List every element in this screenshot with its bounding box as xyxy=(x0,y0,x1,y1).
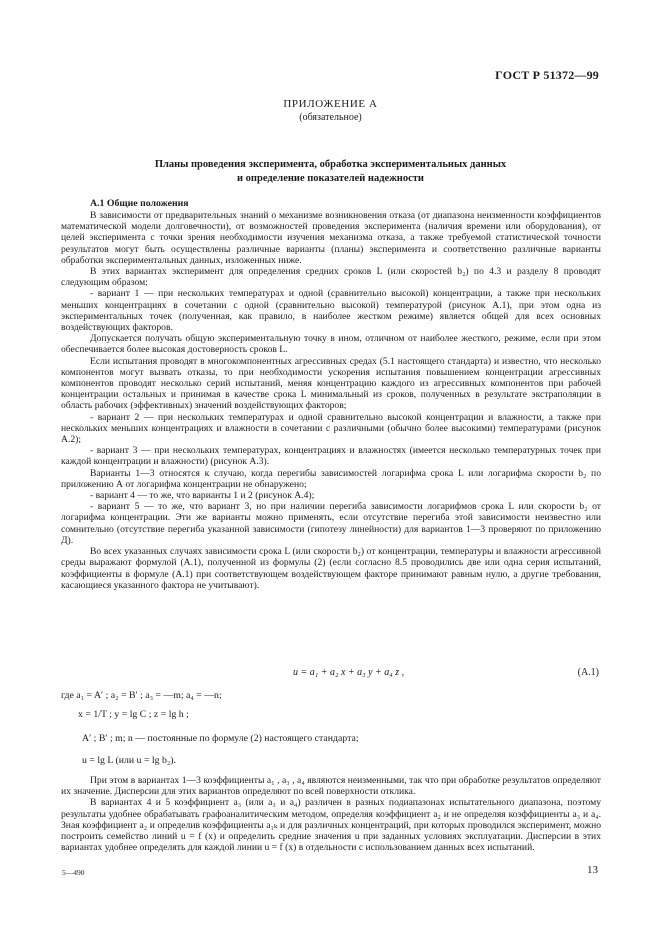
definition-u: u = lg L (или u = lg b₂). xyxy=(82,755,176,766)
definition-variables: x = 1/T ; y = lg C ; z = lg h ; xyxy=(78,709,189,720)
paragraph: В зависимости от предварительных знаний о механизме возникновения отказа (от диапазона неизменности коэффициентов математической модели долговечности), от возможностей проведения эксперимента (наличия времени или оборудования), от целей эксперимента с точки зрения необходимости изучения механизма отказа, а также требуемой статистической точности результатов могут быть осуществлены различные варианты (планы) эксперимента и соответственно различные варианты обработки экспериментальных данных, изложенных ниже. xyxy=(61,210,601,266)
main-title-line-1: Планы проведения эксперимента, обработка экспериментальных данных xyxy=(154,159,507,170)
formula-number: (А.1) xyxy=(577,667,599,678)
paragraph: В этих вариантах эксперимент для определения средних сроков L (или скоростей b₂) по 4.3 и разделу 8 проводят следующим образом: xyxy=(61,266,601,289)
appendix-title: ПРИЛОЖЕНИЕ А xyxy=(283,98,378,110)
main-title xyxy=(0,158,661,186)
page-number: 13 xyxy=(587,864,598,876)
paragraph: - вариант 1 — при нескольких температурах и одной (сравнительно высокой) концентрации, а также при нескольких меньших концентрациях в сочетании с одной (сравнительно высокой) температурой (рисунок А.1), при этом одна из экспериментальных точек (полученная, как правило, в наиболее жестком режиме) является общей для всех основных воздействующих факторов. xyxy=(61,288,601,334)
paragraph: Если испытания проводят в многокомпонентных агрессивных средах (5.1 настоящего стандарта) и известно, что несколько компонентов могут вызвать отказы, то при необходимости ускорения испытания повышением концентрации агрессивных компонентов проводят несколько серий испытаний, меняя концентрацию каждого из агрессивных компонентов при рабочей концентрации остальных и принимая в качестве срока L минимальный из сроков, полученных в результате экстраполяции в область рабочих (эффективных) значений воздействующих факторов; xyxy=(61,355,601,412)
body-text-after-formula xyxy=(61,775,601,853)
paragraph: Допускается получать общую экспериментальную точку в ином, отличном от наиболее жесткого, режиме, если при этом обеспечивается более высокая достоверность сроков L. xyxy=(61,333,601,356)
section-heading: А.1 Общие положения xyxy=(90,198,189,209)
standard-header: ГОСТ Р 51372—99 xyxy=(495,68,599,82)
body-text-before-formula xyxy=(61,210,601,591)
appendix-status: (обязательное) xyxy=(299,112,362,123)
main-title-line-2: и определение показателей надежности xyxy=(237,173,424,184)
paragraph: Во всех указанных случаях зависимости срока L (или скорости b₂) от концентрации, температуры и влажности агрессивной среды выражают формулой (А.1), полученной из формулы (2) (если согласно 8.5 проводились две или одна серия испытаний, коэффициенты в формуле (А.1) при соответствующем воздействующем факторе принимают равным нулю, а другие требования, касающиеся указанного фактора не учитывают). xyxy=(61,546,601,591)
paragraph: - вариант 2 — при нескольких температурах и одной сравнительно высокой концентрации и влажности, а также при нескольких меньших концентрациях и влажности в сочетании с различными (обычно более высокими) температурами (рисунок А.2); xyxy=(61,411,601,446)
paragraph: - вариант 4 — то же, что варианты 1 и 2 (рисунок А.4); xyxy=(90,490,315,502)
footer-print-code: 5—490 xyxy=(62,868,85,877)
paragraph: При этом в вариантах 1—3 коэффициенты a₁ , a₃ , a₄ являются неизменными, так что при обработке результатов определяют их значение. Дисперсии для этих вариантов определяют по всей поверхности отклика. xyxy=(61,775,601,798)
paragraph: - вариант 5 — то же, что вариант 3, но при наличии перегиба зависимости логарифмов срока L или скорости b₂ от логарифма концентрации. Эти же варианты можно применять, если отсутствие перегиба этой зависимости неизвестно или сомнительно (отсутствие перегиба указанной зависимости (гипотезу линейности) для вариантов 1—3 проверяют по приложению Д). xyxy=(61,501,601,546)
paragraph: В вариантах 4 и 5 коэффициент a₃ (или a₃ и a₄) различен в разных подиапазонах испытательного диапазона, поэтому результаты удобнее обрабатывать графоаналитическим методом, определяя коэффициент a₂ и не определяя коэффициенты a₃ и a₄. Зная коэффициент a₂ и определив коэффициенты a₁ₖ и для различных концентраций, при которых проводился эксперимент, можно построить семейство линий u = f (x) и определить средние значения u при заданных условиях эксплуатации. Дисперсии в этих вариантах удобнее определять для каждой линии u = f (x) в отдельности с использованием данных всех испытаний. xyxy=(61,797,601,854)
paragraph: Варианты 1—3 относятся к случаю, когда перегибы зависимостей логарифма срока L или логарифма скорости b₂ по приложению А от логарифма концентрации не обнаружено; xyxy=(61,467,601,490)
formula-expression: u = a₁ + a₂ x + a₃ y + a₄ z , xyxy=(293,667,405,678)
formula-a1 xyxy=(61,667,601,681)
definition-coefficients: где a₁ = A′ ; a₂ = B′ ; a₃ = —m; a₄ = —n; xyxy=(61,690,222,701)
definition-constants: A′ ; B′ ; m; n — постоянные по формуле (2) настоящего стандарта; xyxy=(82,733,359,744)
paragraph: - вариант 3 — при нескольких температурах, концентрациях и влажностях (имеется несколько температурных точек при каждой концентрации и влажности) (рисунок А.3). xyxy=(61,445,601,468)
